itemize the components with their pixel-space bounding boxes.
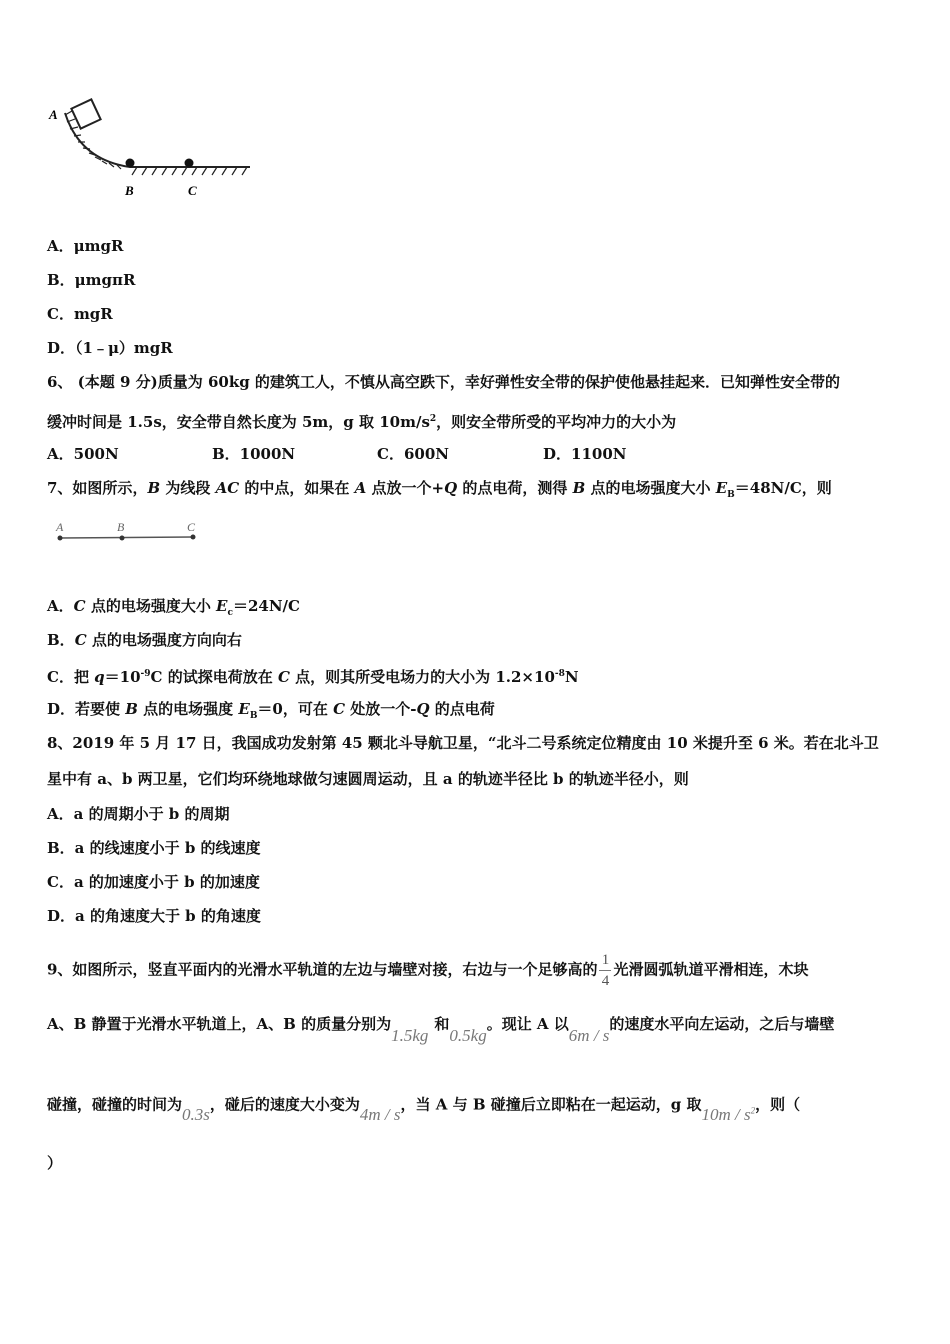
label-b: B xyxy=(125,183,134,198)
label-a: A xyxy=(49,107,58,122)
q5-option-a: A．μmgR xyxy=(47,237,124,255)
q8-option-d: D．a 的角速度大于 b 的角速度 xyxy=(47,907,261,925)
q6-option-b: B．1000N xyxy=(212,445,296,463)
q6-stem-line1: 6、 (本题 9 分)质量为 60kg 的建筑工人，不慎从高空跌下，幸好弹性安全带的保护使他悬挂起来．已知弹性安全带的 xyxy=(47,373,840,391)
q8-option-a: A．a 的周期小于 b 的周期 xyxy=(47,805,230,823)
label-c: C xyxy=(188,183,197,198)
q9-stem-line3: 碰撞，碰撞的时间为0.3s，碰后的速度大小变为4m / s，当 A 与 B 碰撞后立即粘在一起运动，g 取$10m / s^2$，则（ xyxy=(47,1095,801,1124)
mass-a: 1.5kg xyxy=(391,1026,429,1045)
point-c-dot xyxy=(191,535,196,540)
q6-option-c: C．600N xyxy=(377,445,449,463)
gravity-value: $10m / s^2$ xyxy=(701,1104,756,1124)
segment-ac xyxy=(60,537,193,538)
label-a: A xyxy=(56,520,64,534)
q8-option-b: B．a 的线速度小于 b 的线速度 xyxy=(47,839,261,857)
label-c: C xyxy=(187,520,196,534)
q8-stem-line2: 星中有 a、b 两卫星，它们均环绕地球做匀速圆周运动，且 a 的轨迹半径比 b 的轨迹半径小，则 xyxy=(47,770,689,788)
collision-time: 0.3s xyxy=(182,1104,210,1124)
q5-option-b: B．μmgπR xyxy=(47,271,136,289)
point-b-dot xyxy=(120,536,125,541)
line-abc-figure xyxy=(50,518,210,548)
q9-stem-line2: A、B 静置于光滑水平轨道上，A、B 的质量分别为1.5kg和0.5kg。现让 A 以6m / s的速度水平向左运动，之后与墙壁 xyxy=(47,1015,835,1045)
q5-option-d: D．（1﹣μ）mgR xyxy=(47,339,173,357)
q7-option-a: A．C 点的电场强度大小 $E_c=24N/C$ xyxy=(47,597,300,618)
q5-option-c: C．mgR xyxy=(47,305,113,323)
velocity-a: 6m / s xyxy=(568,1026,610,1045)
mass-b: 0.5kg xyxy=(449,1026,487,1045)
track-hatching xyxy=(65,111,247,175)
q7-stem: 7、如图所示，B 为线段 AC 的中点，如果在 A 点放一个+Q 的点电荷，测得 B 点的电场强度大小 $E_B=48N/C$，则 xyxy=(47,479,832,500)
track-figure xyxy=(45,95,260,205)
point-c-dot xyxy=(185,159,194,168)
q7-option-b: B．C 点的电场强度方向向右 xyxy=(47,631,242,649)
q8-stem-line1: 8、2019 年 5 月 17 日，我国成功发射第 45 颗北斗导航卫星，“北斗二号系统定位精度由 10 米提升至 6 米。若在北斗卫 xyxy=(47,734,879,752)
quarter-fraction: $\frac{1}{4}$ xyxy=(599,952,611,989)
q8-option-c: C．a 的加速度小于 b 的加速度 xyxy=(47,873,260,891)
velocity-after: 4m / s xyxy=(359,1104,401,1124)
point-a-dot xyxy=(58,536,63,541)
q7-option-d: D．若要使 B 点的电场强度 $E_B=0$，可在 C 处放一个-Q 的点电荷 xyxy=(47,700,495,721)
q9-stem-line1: 9、如图所示，竖直平面内的光滑水平轨道的左边与墙壁对接，右边与一个足够高的 $\frac{1}{4}$ 光滑圆弧轨道平滑相连，木块 xyxy=(47,952,809,989)
q6-option-d: D．1100N xyxy=(543,445,627,463)
label-b: B xyxy=(117,520,125,534)
point-b-dot xyxy=(126,159,135,168)
block-a xyxy=(71,99,100,128)
q6-option-a: A．500N xyxy=(47,445,119,463)
track-line xyxy=(65,113,250,167)
q9-stem-line4: ） xyxy=(47,1154,63,1172)
q6-stem-line2: 缓冲时间是 1.5s，安全带自然长度为 5m，g 取 $10m/s^2$，则安全带所受的平均冲力的大小为 xyxy=(47,413,677,431)
q7-option-c: C．把 $q=10^{-9}C$ 的试探电荷放在 C 点，则其所受电场力的大小为 $1.2\times 10^{-8}N$ xyxy=(47,668,579,686)
